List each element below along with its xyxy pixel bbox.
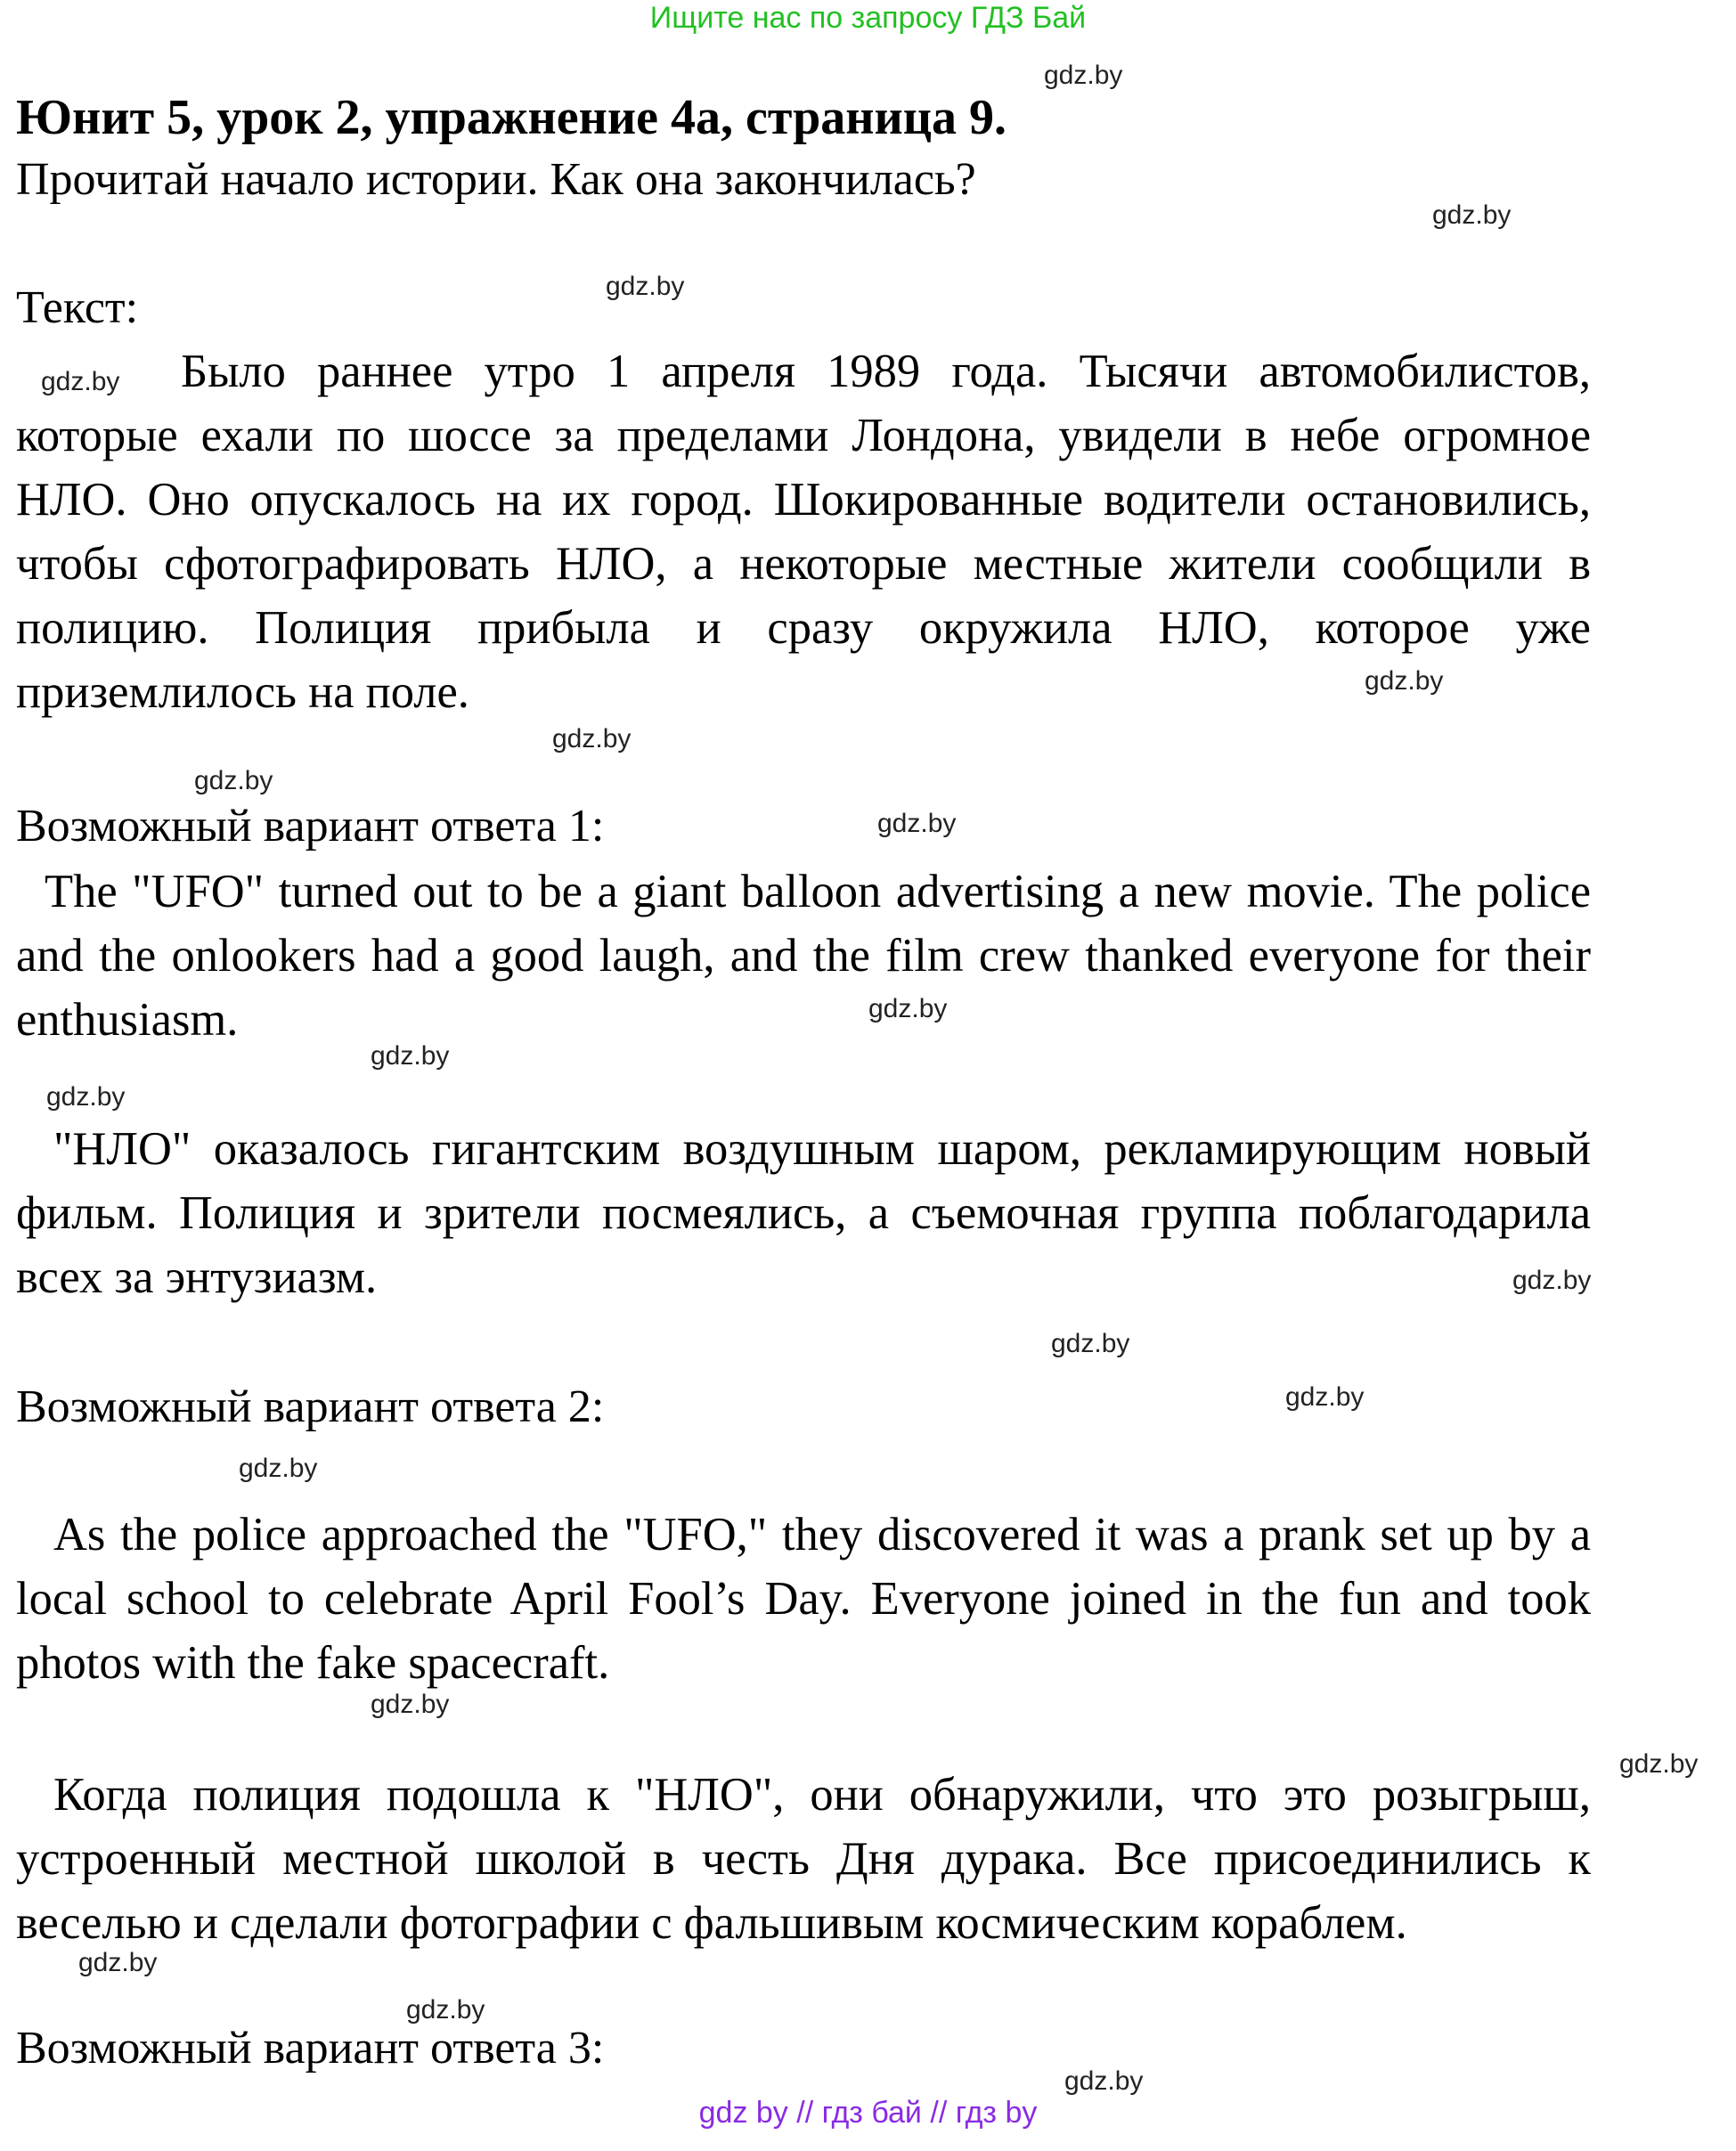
watermark: gdz.by: [1512, 1266, 1592, 1295]
answer-1-label: Возможный вариант ответа 1:: [16, 801, 605, 851]
top-banner: Ищите нас по запросу ГДЗ Бай: [649, 1, 1087, 35]
watermark: gdz.by: [194, 766, 273, 795]
answer-1-english: The "UFO" turned out to be a giant balloon advertising a new movie. The police and the onlookers had a good laugh, and the film crew thanked everyone for their enthusiasm.: [16, 866, 1591, 1046]
watermark: gdz.by: [41, 367, 120, 396]
watermark: gdz.by: [1064, 2066, 1144, 2096]
watermark: gdz.by: [371, 1041, 450, 1071]
watermark: gdz.by: [877, 809, 957, 838]
footer-links: gdz by // гдз бай // гдз by: [698, 2096, 1038, 2130]
answer-2-label: Возможный вариант ответа 2:: [16, 1381, 605, 1432]
answer-2-russian: Когда полиция подошла к "НЛО", они обнаружили, что это розыгрыш, устроенный местной школой в честь Дня дурака. Все присоединились к веселью и сделали фотографии с фальшивым космическим кораблем.: [16, 1769, 1591, 1949]
watermark: gdz.by: [406, 1995, 485, 2025]
watermark: gdz.by: [1365, 666, 1444, 696]
watermark: gdz.by: [606, 272, 685, 301]
page-title: Юнит 5, урок 2, упражнение 4а, страница 9.: [16, 90, 1007, 145]
watermark: gdz.by: [46, 1082, 126, 1112]
watermark: gdz.by: [868, 994, 948, 1023]
text-label: Текст:: [16, 282, 139, 333]
watermark: gdz.by: [1432, 200, 1512, 230]
watermark: gdz.by: [1619, 1749, 1699, 1779]
answer-3-label: Возможный вариант ответа 3:: [16, 2023, 605, 2074]
story-paragraph: Было раннее утро 1 апреля 1989 года. Тысячи автомобилистов, которые ехали по шоссе за пределами Лондона, увидели в небе огромное НЛО. Оно опускалось на их город. Шокированные водители остановились, чтобы сфотографировать НЛО, а некоторые местные жители сообщили в полицию. Полиция прибыла и сразу окружила НЛО, которое уже приземлилось на поле.: [16, 346, 1591, 718]
watermark: gdz.by: [552, 724, 632, 754]
watermark: gdz.by: [78, 1948, 158, 1977]
watermark: gdz.by: [1285, 1382, 1365, 1412]
watermark: gdz.by: [1051, 1329, 1130, 1358]
watermark: gdz.by: [239, 1454, 318, 1483]
watermark: gdz.by: [371, 1690, 450, 1719]
watermark: gdz.by: [1044, 61, 1123, 90]
task-instruction: Прочитай начало истории. Как она закончилась?: [16, 154, 976, 205]
answer-1-russian: "НЛО" оказалось гигантским воздушным шаром, рекламирующим новый фильм. Полиция и зрители посмеялись, а съемочная группа поблагодарила всех за энтузиазм.: [16, 1123, 1591, 1303]
answer-2-english: As the police approached the "UFO," they discovered it was a prank set up by a local school to celebrate April Fool’s Day. Everyone joined in the fun and took photos with the fake spacecraft.: [16, 1509, 1591, 1689]
